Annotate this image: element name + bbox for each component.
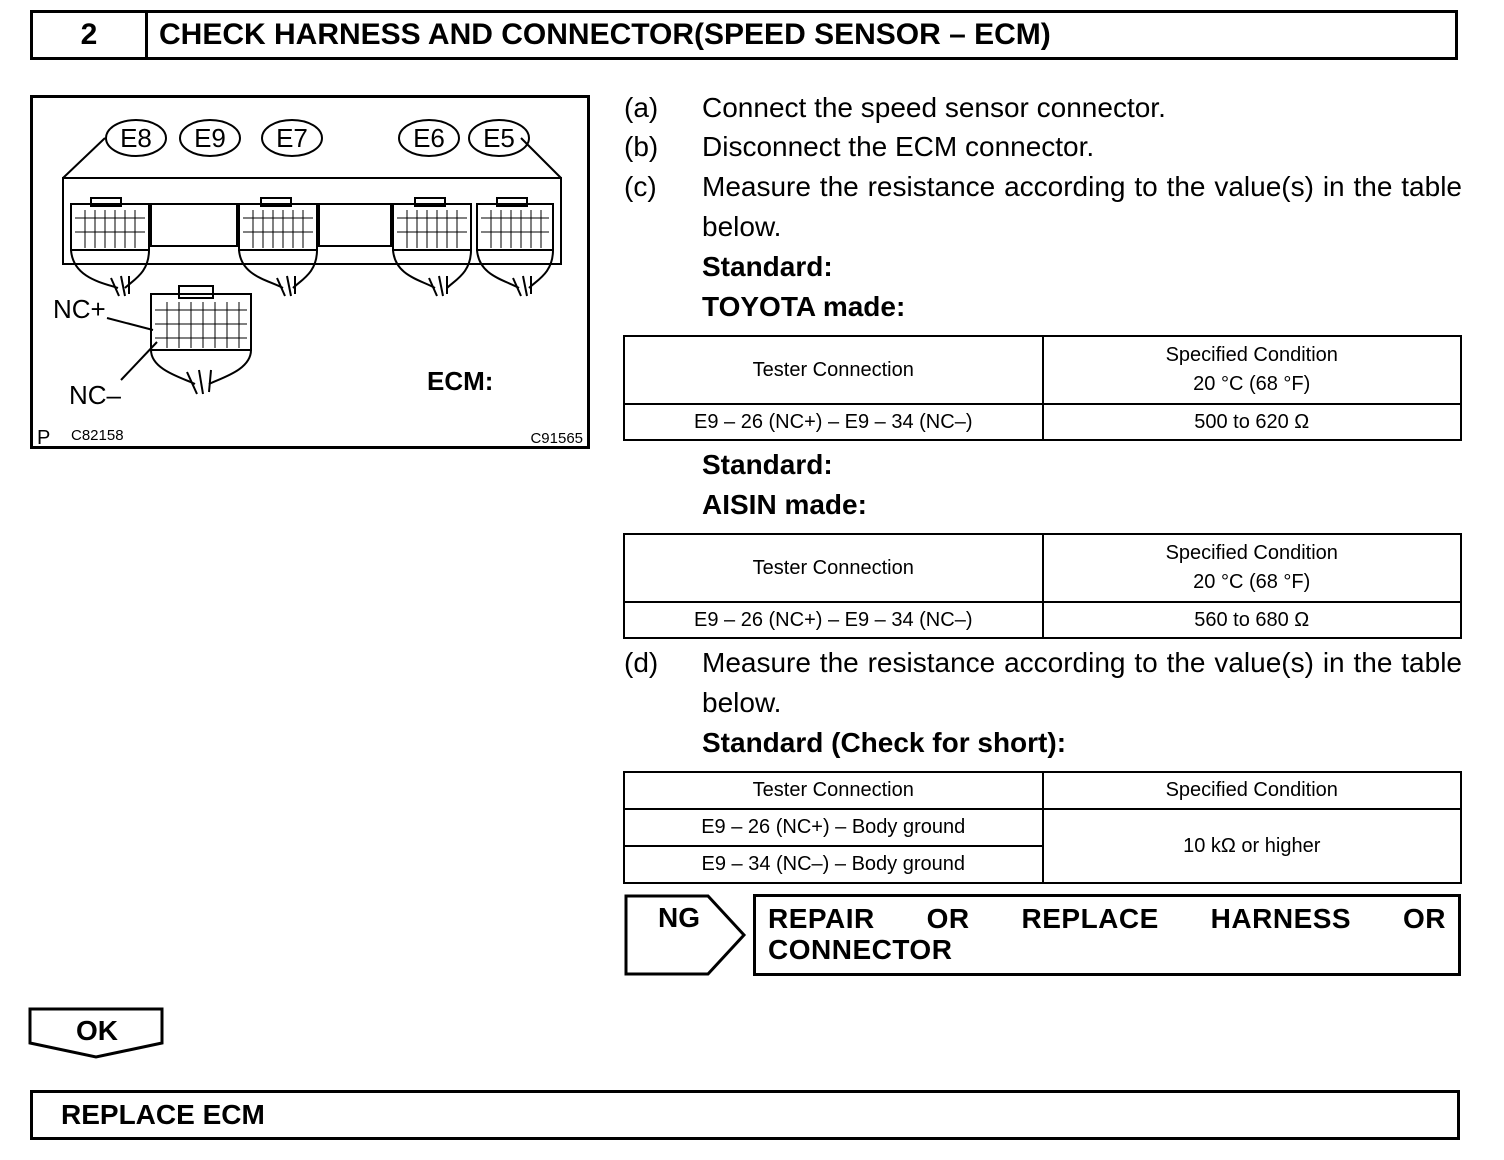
ng-action-text: REPAIR OR REPLACE HARNESS OR CONNECTOR: [768, 903, 1446, 965]
step-header: [30, 10, 1458, 60]
connector-label-e8: E8: [120, 123, 152, 153]
connector-label-e9: E9: [194, 123, 226, 153]
step-d-label: (d): [624, 647, 659, 678]
connector-block-e8: [71, 198, 149, 250]
step-b-text: Disconnect the ECM connector.: [702, 131, 1095, 162]
table-header-tester: Tester Connection: [624, 336, 1043, 404]
table-header-tester: Tester Connection: [624, 772, 1043, 809]
standard-short-label: Standard (Check for short):: [702, 727, 1067, 758]
ecm-connector-diagram: [33, 98, 587, 446]
table-header-tester: Tester Connection: [624, 534, 1043, 602]
condition-header-line2: 20 °C (68 °F): [1193, 571, 1311, 593]
ecm-label: ECM:: [427, 366, 494, 396]
tester-connection-cell: E9 – 26 (NC+) – E9 – 34 (NC–): [624, 404, 1043, 440]
table-header-condition: Specified Condition: [1043, 772, 1462, 809]
tester-connection-cell: E9 – 26 (NC+) – E9 – 34 (NC–): [624, 602, 1043, 638]
connector-block-e7: [239, 198, 317, 250]
connector-label-e6: E6: [413, 123, 445, 153]
step-title: CHECK HARNESS AND CONNECTOR(SPEED SENSOR – ECM): [159, 18, 1051, 51]
toyota-made-label: TOYOTA made:: [702, 291, 906, 322]
condition-header-line2: 20 °C (68 °F): [1193, 373, 1311, 395]
step-a-label: (a): [624, 92, 659, 123]
ng-tag: [624, 894, 748, 976]
nc-plus-label: NC+: [53, 294, 106, 324]
e9-connector: [151, 286, 251, 394]
ng-label: NG: [658, 902, 700, 933]
specified-condition-cell: 560 to 680 Ω: [1043, 602, 1462, 638]
connector-label-e5: E5: [483, 123, 515, 153]
ok-tag: [28, 1007, 166, 1059]
table-row: [624, 809, 1461, 846]
short-check-table: [623, 771, 1462, 884]
step-number: 2: [33, 13, 148, 57]
nc-minus-label: NC–: [69, 380, 122, 410]
ng-action-box: [753, 894, 1461, 976]
tester-connection-cell: E9 – 34 (NC–) – Body ground: [624, 846, 1043, 883]
final-action-text: REPLACE ECM: [61, 1099, 265, 1130]
step-c-text: Measure the resistance according to the value(s) in the table below.: [702, 171, 1462, 242]
step-a-text: Connect the speed sensor connector.: [702, 92, 1166, 123]
step-d-text: Measure the resistance according to the value(s) in the table below.: [702, 647, 1462, 718]
table-header-condition: [1043, 534, 1462, 602]
final-action-box: [30, 1090, 1460, 1140]
aisin-made-label: AISIN made:: [702, 489, 867, 520]
specified-condition-cell: 10 kΩ or higher: [1043, 809, 1462, 883]
table-row: [624, 404, 1461, 440]
connector-label-e7: E7: [276, 123, 308, 153]
ecm-body: [63, 178, 561, 264]
table-header-condition: [1043, 336, 1462, 404]
connector-block-e5: [477, 198, 553, 250]
standard-label-toyota: Standard:: [702, 251, 833, 282]
condition-header-line1: Specified Condition: [1165, 542, 1338, 564]
corner-mark: P: [37, 427, 51, 446]
specified-condition-cell: 500 to 620 Ω: [1043, 404, 1462, 440]
tester-connection-cell: E9 – 26 (NC+) – Body ground: [624, 809, 1043, 846]
aisin-spec-table: [623, 533, 1462, 639]
step-b-label: (b): [624, 131, 659, 162]
figure-code-left: C82158: [71, 427, 124, 444]
ok-label: OK: [76, 1015, 118, 1046]
ecm-connector-figure: [30, 95, 590, 449]
condition-header-line1: Specified Condition: [1165, 344, 1338, 366]
connector-block-e6: [393, 198, 471, 250]
figure-code-right: C91565: [530, 430, 583, 446]
toyota-spec-table: [623, 335, 1462, 441]
standard-label-aisin: Standard:: [702, 449, 833, 480]
step-c-label: (c): [624, 171, 657, 202]
table-row: [624, 602, 1461, 638]
